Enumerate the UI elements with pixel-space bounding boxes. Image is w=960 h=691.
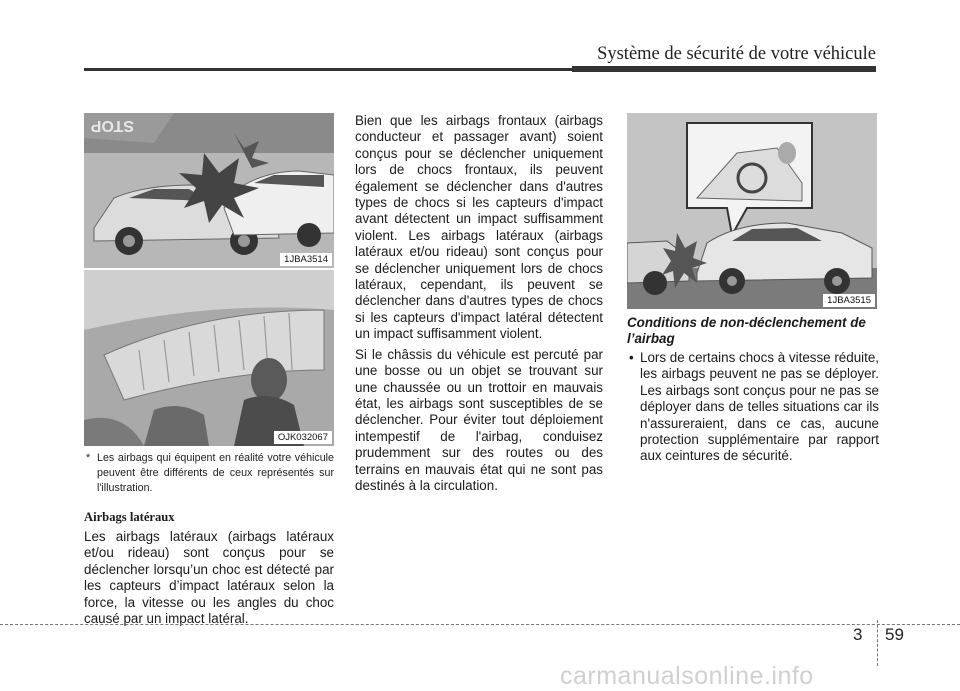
header-rule-accent (572, 66, 876, 72)
paragraph-chassis-impact: Si le châssis du véhicule est percuté par une bosse ou un objet se trouvant sur une chaussée ou un trottoir en mauvais état, les airbags sont susceptibles de se déclencher. Pour éviter tout déploiement intempestif de l'airbag, conduisez prudemment sur des routes ou des terrains en mauvais état qui ne sont pas destinés à la circulation. (355, 346, 603, 493)
side-impact-drawing (84, 113, 334, 268)
image-code-label: 1JBA3515 (823, 294, 875, 307)
bullet-text: Lors de certains chocs à vitesse réduite, les airbags peuvent ne pas se déployer. Les airbags sont conçus pour ne pas se déployer dans de telles situations car ils n'assureraient, dans ce cas, aucune protection supplémentaire par rapport aux ceintures de sécurité. (640, 350, 879, 464)
side-impact-illustration (84, 113, 334, 268)
side-airbags-text: Les airbags latéraux (airbags latéraux et/ou rideau) sont conçus pour se déclencher lorsqu’un choc est détecté par les capteurs d’impact latéraux selon la force, la vitesse ou les angles du choc causé par un impact latéral. (84, 529, 334, 627)
low-speed-impact-illustration (627, 113, 877, 309)
running-header-title: Système de sécurité de votre véhicule (597, 44, 876, 64)
side-airbags-paragraph (84, 529, 334, 627)
image-code-label: OJK032067 (274, 431, 332, 444)
page-number: 59 (885, 625, 904, 644)
chapter-number: 3 (853, 625, 863, 644)
image-code-label: 1JBA3514 (280, 253, 332, 266)
section-heading-side-airbags: Airbags latéraux (84, 510, 175, 524)
note-text: Les airbags qui équipent en réalité votre véhicule peuvent être différents de ceux représentés sur l'illustration. (97, 452, 334, 494)
bullet-marker: • (629, 350, 634, 365)
subheading-non-deployment: Conditions de non-déclenchement de l’airbag (627, 315, 866, 347)
paragraph-frontal-airbags: Bien que les airbags frontaux (airbags conducteur et passager avant) soient conçus pour se déclencher uniquement lors de chocs frontaux, ils peuvent également se déclencher dans d'autres types de chocs si les capteurs d'impact avant détectent un impact suffisamment violent. Les airbags latéraux (airbags latéraux et/ou rideau) sont conçus pour se déclencher uniquement lors de chocs latéraux, cependant, ils peuvent se déclencher dans d'autres types de chocs si les capteurs d'impact latéral détectent un impact suffisamment violent. (355, 113, 603, 342)
curtain-airbag-drawing (84, 270, 334, 446)
middle-column (355, 113, 603, 494)
curtain-airbag-illustration (84, 270, 334, 446)
illustration-note (86, 451, 334, 496)
footer-rule (0, 624, 960, 625)
bullet-item (627, 350, 879, 465)
stop-road-text: STOP (90, 117, 134, 134)
low-speed-impact-drawing (627, 113, 877, 309)
note-marker: * (86, 452, 91, 464)
footer-divider (877, 620, 878, 666)
watermark: carmanualsonline.info (560, 662, 814, 690)
